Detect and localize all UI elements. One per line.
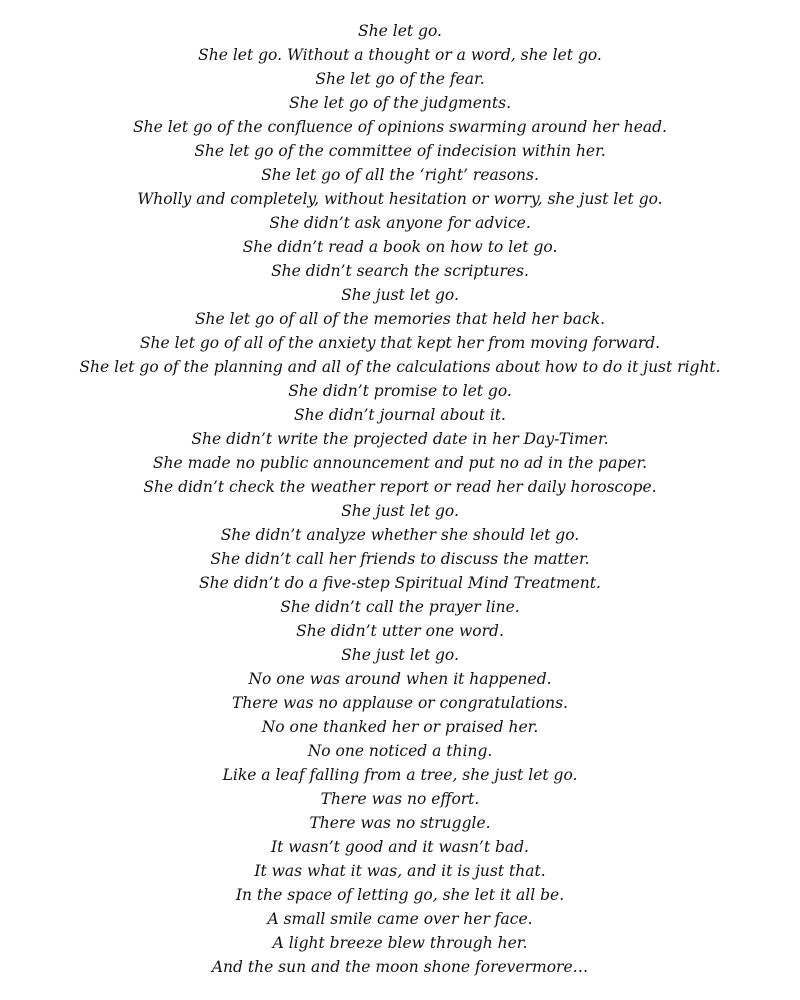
poem-line: A small smile came over her face. [267, 910, 533, 928]
poem-line: She let go of the fear. [315, 70, 485, 88]
poem-line: She didn’t read a book on how to let go. [242, 238, 558, 256]
poem-line: She didn’t ask anyone for advice. [269, 214, 531, 232]
poem-line: In the space of letting go, she let it all be. [235, 886, 565, 904]
poem-line: Wholly and completely, without hesitation or worry, she just let go. [137, 190, 663, 208]
poem-line: She didn’t call the prayer line. [280, 598, 520, 616]
poem-line: She just let go. [341, 646, 459, 664]
poem-line: She let go of the committee of indecision within her. [194, 142, 606, 160]
poem-line: She didn’t analyze whether she should let go. [220, 526, 580, 544]
poem-line: She just let go. [341, 286, 459, 304]
poem-line: She let go of all of the memories that held her back. [194, 310, 606, 328]
poem-line: She let go. Without a thought or a word, she let go. [198, 46, 602, 64]
poem-line: No one noticed a thing. [307, 742, 493, 760]
poem-line: And the sun and the moon shone forevermore… [211, 958, 589, 976]
poem-line: She let go of all the ‘right’ reasons. [261, 166, 539, 184]
poem-line: It was what it was, and it is just that. [254, 862, 546, 880]
poem-line: She let go of all of the anxiety that kept her from moving forward. [139, 334, 661, 352]
poem-line: She let go of the confluence of opinions swarming around her head. [133, 118, 667, 136]
poem-line: No one was around when it happened. [248, 670, 552, 688]
poem-line: She just let go. [341, 502, 459, 520]
poem-line: She didn’t check the weather report or read her daily horoscope. [143, 478, 657, 496]
poem-line: She didn’t promise to let go. [288, 382, 512, 400]
poem-line: There was no effort. [320, 790, 480, 808]
poem-line: She didn’t utter one word. [296, 622, 504, 640]
poem-line: She didn’t call her friends to discuss the matter. [210, 550, 590, 568]
poem-line: There was no applause or congratulations. [232, 694, 568, 712]
poem-line: She let go of the judgments. [288, 94, 512, 112]
poem-line: She made no public announcement and put no ad in the paper. [152, 454, 648, 472]
poem-line: She didn’t search the scriptures. [271, 262, 529, 280]
poem-line: She let go of the planning and all of the calculations about how to do it just right. [79, 358, 721, 376]
poem-line: She didn’t journal about it. [294, 406, 506, 424]
poem-line: She didn’t do a five-step Spiritual Mind Treatment. [199, 574, 601, 592]
poem-line: There was no struggle. [309, 814, 491, 832]
poem-line: No one thanked her or praised her. [261, 718, 539, 736]
poem-line: It wasn’t good and it wasn’t bad. [271, 838, 529, 856]
poem-line: She let go. [358, 22, 442, 40]
poem-line: She didn’t write the projected date in her Day-Timer. [191, 430, 609, 448]
poem-line: A light breeze blew through her. [272, 934, 528, 952]
poem-line: Like a leaf falling from a tree, she just let go. [222, 766, 578, 784]
poem-text [0, 19, 800, 979]
